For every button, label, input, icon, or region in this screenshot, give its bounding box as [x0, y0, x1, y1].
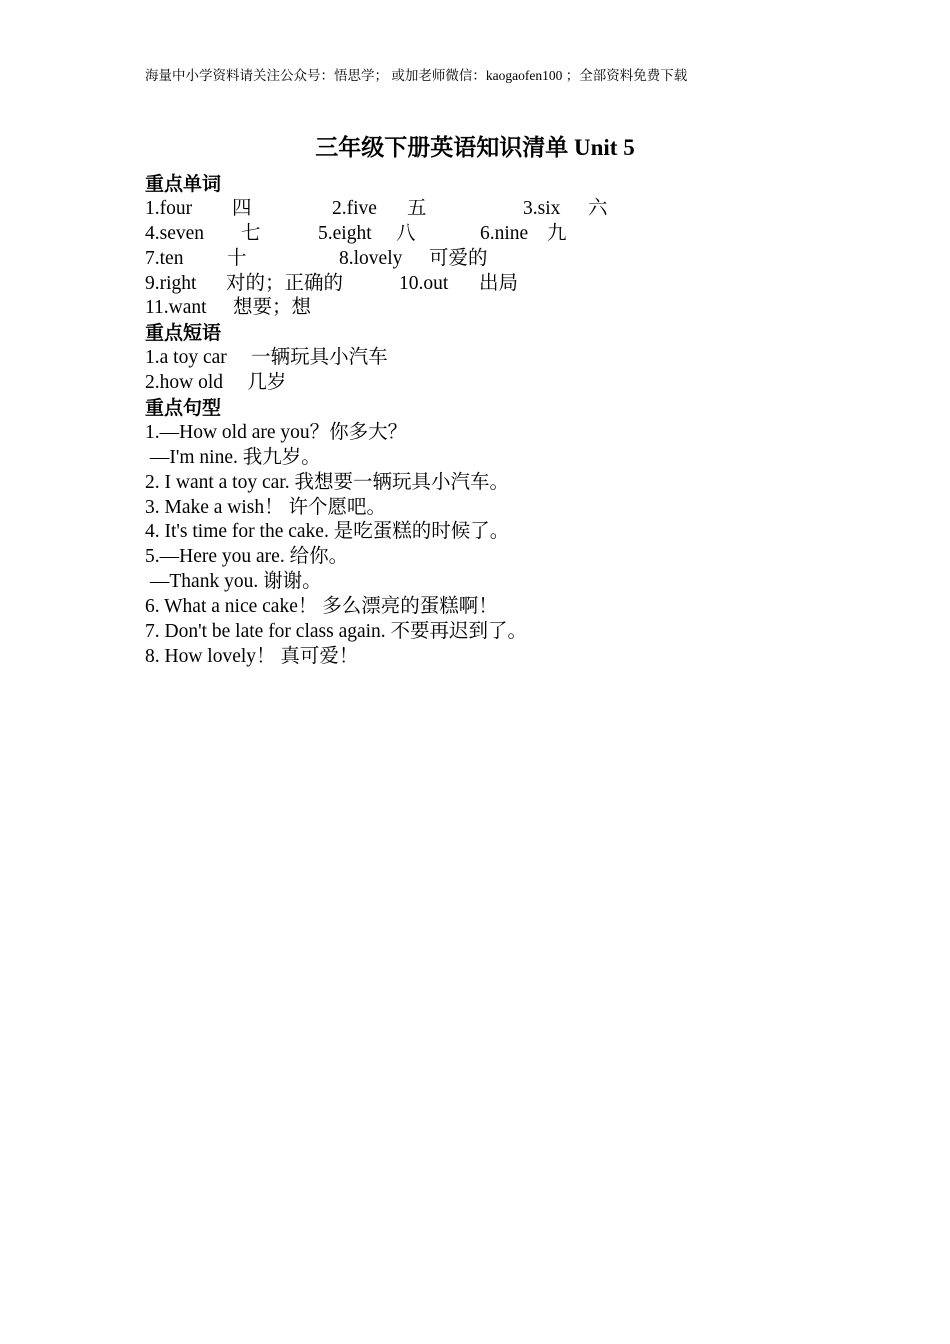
phrase-item: 2.how old 几岁	[145, 372, 287, 394]
section-heading-phrases: 重点短语	[145, 322, 222, 345]
word-chinese: 七	[241, 222, 261, 244]
word-english: 10.out	[399, 272, 449, 294]
document-body	[145, 172, 905, 670]
word-chinese: 想要；想	[233, 297, 312, 319]
word-chinese: 出局	[479, 272, 519, 294]
word-chinese: 八	[396, 222, 416, 244]
word-chinese: 九	[547, 222, 567, 244]
word-english: 2.five	[332, 197, 377, 219]
word-english: 3.six	[523, 197, 561, 219]
sentence-item: 5.—Here you are. 给你。	[145, 546, 349, 568]
word-row	[145, 197, 905, 222]
page-title: 三年级下册英语知识清单 Unit 5	[315, 135, 635, 160]
word-english: 11.want	[145, 297, 207, 319]
phrase-item: 1.a toy car 一辆玩具小汽车	[145, 347, 388, 369]
sentence-item: —I'm nine. 我九岁。	[145, 446, 321, 468]
word-chinese: 可爱的	[429, 247, 488, 269]
word-chinese: 五	[407, 197, 427, 219]
sentence-item: 3. Make a wish！ 许个愿吧。	[145, 496, 387, 518]
word-english: 8.lovely	[339, 247, 403, 269]
sentence-item: 7. Don't be late for class again. 不要再迟到了。	[145, 621, 528, 643]
sentence-item: 4. It's time for the cake. 是吃蛋糕的时候了。	[145, 521, 510, 543]
word-row	[145, 247, 905, 272]
word-english: 1.four	[145, 197, 193, 219]
word-english: 7.ten	[145, 247, 184, 269]
word-row	[145, 296, 905, 321]
word-english: 6.nine	[480, 222, 529, 244]
word-chinese: 六	[588, 197, 608, 219]
word-chinese: 十	[227, 247, 247, 269]
word-english: 5.eight	[318, 222, 372, 244]
header-note: 海量中小学资料请关注公众号：悟思学； 或加老师微信：kaogaofen100 ；全部资料免费下载	[145, 68, 688, 83]
sentence-item: 6. What a nice cake！ 多么漂亮的蛋糕啊！	[145, 596, 498, 618]
section-heading-words: 重点单词	[145, 173, 222, 195]
word-english: 4.seven	[145, 222, 205, 244]
word-chinese: 对的；正确的	[226, 272, 344, 294]
word-row	[145, 272, 905, 297]
section-heading-sentences: 重点句型	[145, 397, 222, 420]
sentence-item: 1.—How old are you？你多大？	[145, 421, 408, 443]
word-english: 9.right	[145, 272, 197, 294]
sentence-item: —Thank you. 谢谢。	[145, 571, 322, 593]
word-row	[145, 222, 905, 247]
sentence-item: 8. How lovely！ 真可爱！	[145, 645, 359, 667]
sentence-item: 2. I want a toy car. 我想要一辆玩具小汽车。	[145, 471, 509, 493]
word-chinese: 四	[232, 197, 252, 219]
